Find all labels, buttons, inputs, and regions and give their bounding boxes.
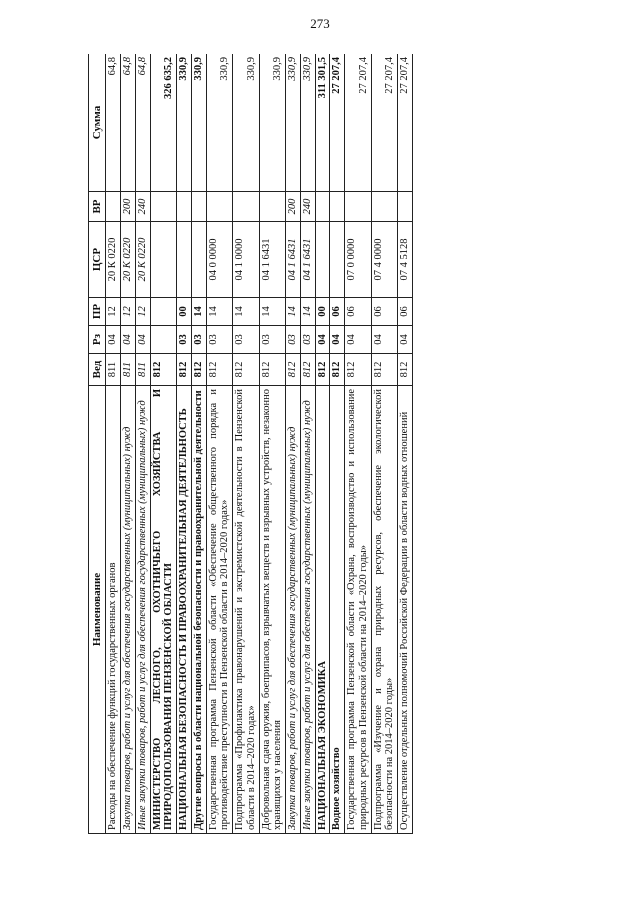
row-name: МИНИСТЕРСТВО ЛЕСНОГО, ОХОТНИЧЬЕГО ХОЗЯЙСТВА И ПРИРОДОПОЛЬЗОВАНИЯ ПЕНЗЕНСКОЙ ОБЛАСТИ bbox=[150, 386, 177, 834]
table-row bbox=[191, 54, 206, 834]
row-vr: 240 bbox=[135, 192, 150, 222]
row-csr: 07 4 0000 bbox=[371, 222, 398, 298]
row-pr: 14 bbox=[191, 298, 206, 326]
table-row bbox=[286, 54, 301, 834]
row-rz: 04 bbox=[345, 326, 372, 354]
row-csr: 04 0 0000 bbox=[206, 222, 233, 298]
row-ved: 811 bbox=[121, 354, 136, 386]
row-name: Государственная программа Пензенской области «Охрана, воспроизводство и использование природных ресурсов в Пензенской области на 2014–2020 годы» bbox=[345, 386, 372, 834]
row-sum: 311 301,5 bbox=[315, 54, 330, 192]
header-pr: ПР bbox=[89, 298, 106, 326]
row-rz: 03 bbox=[177, 326, 192, 354]
row-name: Водное хозяйство bbox=[330, 386, 345, 834]
row-ved: 812 bbox=[315, 354, 330, 386]
row-pr: 12 bbox=[121, 298, 136, 326]
table-body bbox=[106, 54, 413, 834]
row-csr: 04 1 6431 bbox=[300, 222, 315, 298]
row-pr: 14 bbox=[259, 298, 286, 326]
table-row bbox=[177, 54, 192, 834]
row-rz: 04 bbox=[315, 326, 330, 354]
row-pr: 14 bbox=[286, 298, 301, 326]
row-csr bbox=[177, 222, 192, 298]
table-row bbox=[206, 54, 233, 834]
row-name: Государственная программа Пензенской области «Обеспечение общественного порядка и противодействие преступности в Пензенской области в 2014–2020 годах» bbox=[206, 386, 233, 834]
row-rz: 04 bbox=[330, 326, 345, 354]
table-row bbox=[259, 54, 286, 834]
row-vr bbox=[345, 192, 372, 222]
row-name: Расходы на обеспечение функций государственных органов bbox=[106, 386, 121, 834]
row-rz bbox=[150, 326, 177, 354]
row-pr: 14 bbox=[206, 298, 233, 326]
row-sum: 64,8 bbox=[121, 54, 136, 192]
row-csr: 04 1 0000 bbox=[233, 222, 260, 298]
row-csr bbox=[150, 222, 177, 298]
row-pr: 14 bbox=[233, 298, 260, 326]
table-row bbox=[330, 54, 345, 834]
header-ved: Вед bbox=[89, 354, 106, 386]
row-name: Иные закупки товаров, работ и услуг для обеспечения государственных (муниципальных) нужд bbox=[135, 386, 150, 834]
page-number: 273 bbox=[310, 16, 330, 31]
row-sum: 64,8 bbox=[135, 54, 150, 192]
row-ved: 811 bbox=[106, 354, 121, 386]
header-name: Наименование bbox=[89, 386, 106, 834]
row-sum: 330,9 bbox=[233, 54, 260, 192]
row-csr bbox=[191, 222, 206, 298]
row-pr: 12 bbox=[135, 298, 150, 326]
row-vr bbox=[398, 192, 413, 222]
row-name: Закупка товаров, работ и услуг для обеспечения государственных (муниципальных) нужд bbox=[286, 386, 301, 834]
row-pr: 06 bbox=[345, 298, 372, 326]
row-vr: 200 bbox=[121, 192, 136, 222]
row-pr: 00 bbox=[315, 298, 330, 326]
row-ved: 812 bbox=[330, 354, 345, 386]
row-name: Добровольная сдача оружия, боеприпасов, взрывчатых веществ и взрывных устройств, незаконно хранящихся у населения bbox=[259, 386, 286, 834]
row-sum: 27 207,4 bbox=[330, 54, 345, 192]
table-row bbox=[300, 54, 315, 834]
row-csr: 04 1 6431 bbox=[259, 222, 286, 298]
table-header-row bbox=[89, 54, 106, 834]
row-csr: 07 0 0000 bbox=[345, 222, 372, 298]
row-sum: 330,9 bbox=[206, 54, 233, 192]
row-vr: 240 bbox=[300, 192, 315, 222]
row-vr bbox=[150, 192, 177, 222]
table-row bbox=[371, 54, 398, 834]
row-vr bbox=[233, 192, 260, 222]
row-ved: 812 bbox=[345, 354, 372, 386]
row-ved: 812 bbox=[177, 354, 192, 386]
row-ved: 812 bbox=[286, 354, 301, 386]
budget-table-rotated bbox=[88, 54, 558, 834]
table-row bbox=[150, 54, 177, 834]
table-row bbox=[398, 54, 413, 834]
row-vr bbox=[259, 192, 286, 222]
row-vr bbox=[330, 192, 345, 222]
row-csr: 20 К 0220 bbox=[106, 222, 121, 298]
row-sum: 330,9 bbox=[259, 54, 286, 192]
row-vr bbox=[315, 192, 330, 222]
row-vr bbox=[206, 192, 233, 222]
row-rz: 04 bbox=[371, 326, 398, 354]
header-rz: Рз bbox=[89, 326, 106, 354]
row-name: Подпрограмма «Изучение и охрана природных ресурсов, обеспечение экологической безопасности на 2014–2020 годы» bbox=[371, 386, 398, 834]
row-sum: 326 635,2 bbox=[150, 54, 177, 192]
row-csr: 20 К 0220 bbox=[121, 222, 136, 298]
row-rz: 04 bbox=[135, 326, 150, 354]
row-pr: 14 bbox=[300, 298, 315, 326]
row-name: Подпрограмма «Профилактика правонарушений и экстремистской деятельности в Пензенской области в 2014–2020 годах» bbox=[233, 386, 260, 834]
row-pr: 06 bbox=[330, 298, 345, 326]
row-name: Осуществление отдельных полномочий Российской Федерации в области водных отношений bbox=[398, 386, 413, 834]
row-rz: 04 bbox=[106, 326, 121, 354]
row-vr bbox=[177, 192, 192, 222]
row-pr: 06 bbox=[371, 298, 398, 326]
row-name: Закупка товаров, работ и услуг для обеспечения государственных (муниципальных) нужд bbox=[121, 386, 136, 834]
row-ved: 812 bbox=[371, 354, 398, 386]
rotated-table-frame bbox=[88, 54, 558, 834]
row-pr: 00 bbox=[177, 298, 192, 326]
row-csr bbox=[315, 222, 330, 298]
row-ved: 812 bbox=[191, 354, 206, 386]
budget-table bbox=[88, 54, 413, 834]
header-sum: Сумма bbox=[89, 54, 106, 192]
row-rz: 03 bbox=[300, 326, 315, 354]
row-ved: 812 bbox=[206, 354, 233, 386]
row-vr bbox=[106, 192, 121, 222]
table-row bbox=[345, 54, 372, 834]
table-row bbox=[135, 54, 150, 834]
row-csr bbox=[330, 222, 345, 298]
row-rz: 03 bbox=[191, 326, 206, 354]
table-row bbox=[106, 54, 121, 834]
row-rz: 03 bbox=[206, 326, 233, 354]
row-name: НАЦИОНАЛЬНАЯ ЭКОНОМИКА bbox=[315, 386, 330, 834]
row-rz: 04 bbox=[121, 326, 136, 354]
row-rz: 03 bbox=[259, 326, 286, 354]
row-ved: 812 bbox=[233, 354, 260, 386]
row-csr: 07 4 5128 bbox=[398, 222, 413, 298]
row-csr: 04 1 6431 bbox=[286, 222, 301, 298]
row-csr: 20 К 0220 bbox=[135, 222, 150, 298]
row-vr: 200 bbox=[286, 192, 301, 222]
row-ved: 811 bbox=[135, 354, 150, 386]
row-sum: 27 207,4 bbox=[345, 54, 372, 192]
row-sum: 64,8 bbox=[106, 54, 121, 192]
row-ved: 812 bbox=[150, 354, 177, 386]
row-pr bbox=[150, 298, 177, 326]
row-rz: 03 bbox=[233, 326, 260, 354]
row-ved: 812 bbox=[398, 354, 413, 386]
row-pr: 12 bbox=[106, 298, 121, 326]
row-sum: 27 207,4 bbox=[398, 54, 413, 192]
row-vr bbox=[191, 192, 206, 222]
row-sum: 27 207,4 bbox=[371, 54, 398, 192]
row-name: НАЦИОНАЛЬНАЯ БЕЗОПАСНОСТЬ И ПРАВООХРАНИТЕЛЬНАЯ ДЕЯТЕЛЬНОСТЬ bbox=[177, 386, 192, 834]
row-sum: 330,9 bbox=[191, 54, 206, 192]
row-ved: 812 bbox=[259, 354, 286, 386]
row-sum: 330,9 bbox=[300, 54, 315, 192]
row-rz: 04 bbox=[398, 326, 413, 354]
row-ved: 812 bbox=[300, 354, 315, 386]
table-row bbox=[121, 54, 136, 834]
row-sum: 330,9 bbox=[286, 54, 301, 192]
row-pr: 06 bbox=[398, 298, 413, 326]
header-csr: ЦСР bbox=[89, 222, 106, 298]
table-row bbox=[233, 54, 260, 834]
header-vr: ВР bbox=[89, 192, 106, 222]
row-sum: 330,9 bbox=[177, 54, 192, 192]
row-vr bbox=[371, 192, 398, 222]
row-name: Иные закупки товаров, работ и услуг для обеспечения государственных (муниципальных) нужд bbox=[300, 386, 315, 834]
row-rz: 03 bbox=[286, 326, 301, 354]
row-name: Другие вопросы в области национальной безопасности и правоохранительной деятельности bbox=[191, 386, 206, 834]
table-row bbox=[315, 54, 330, 834]
